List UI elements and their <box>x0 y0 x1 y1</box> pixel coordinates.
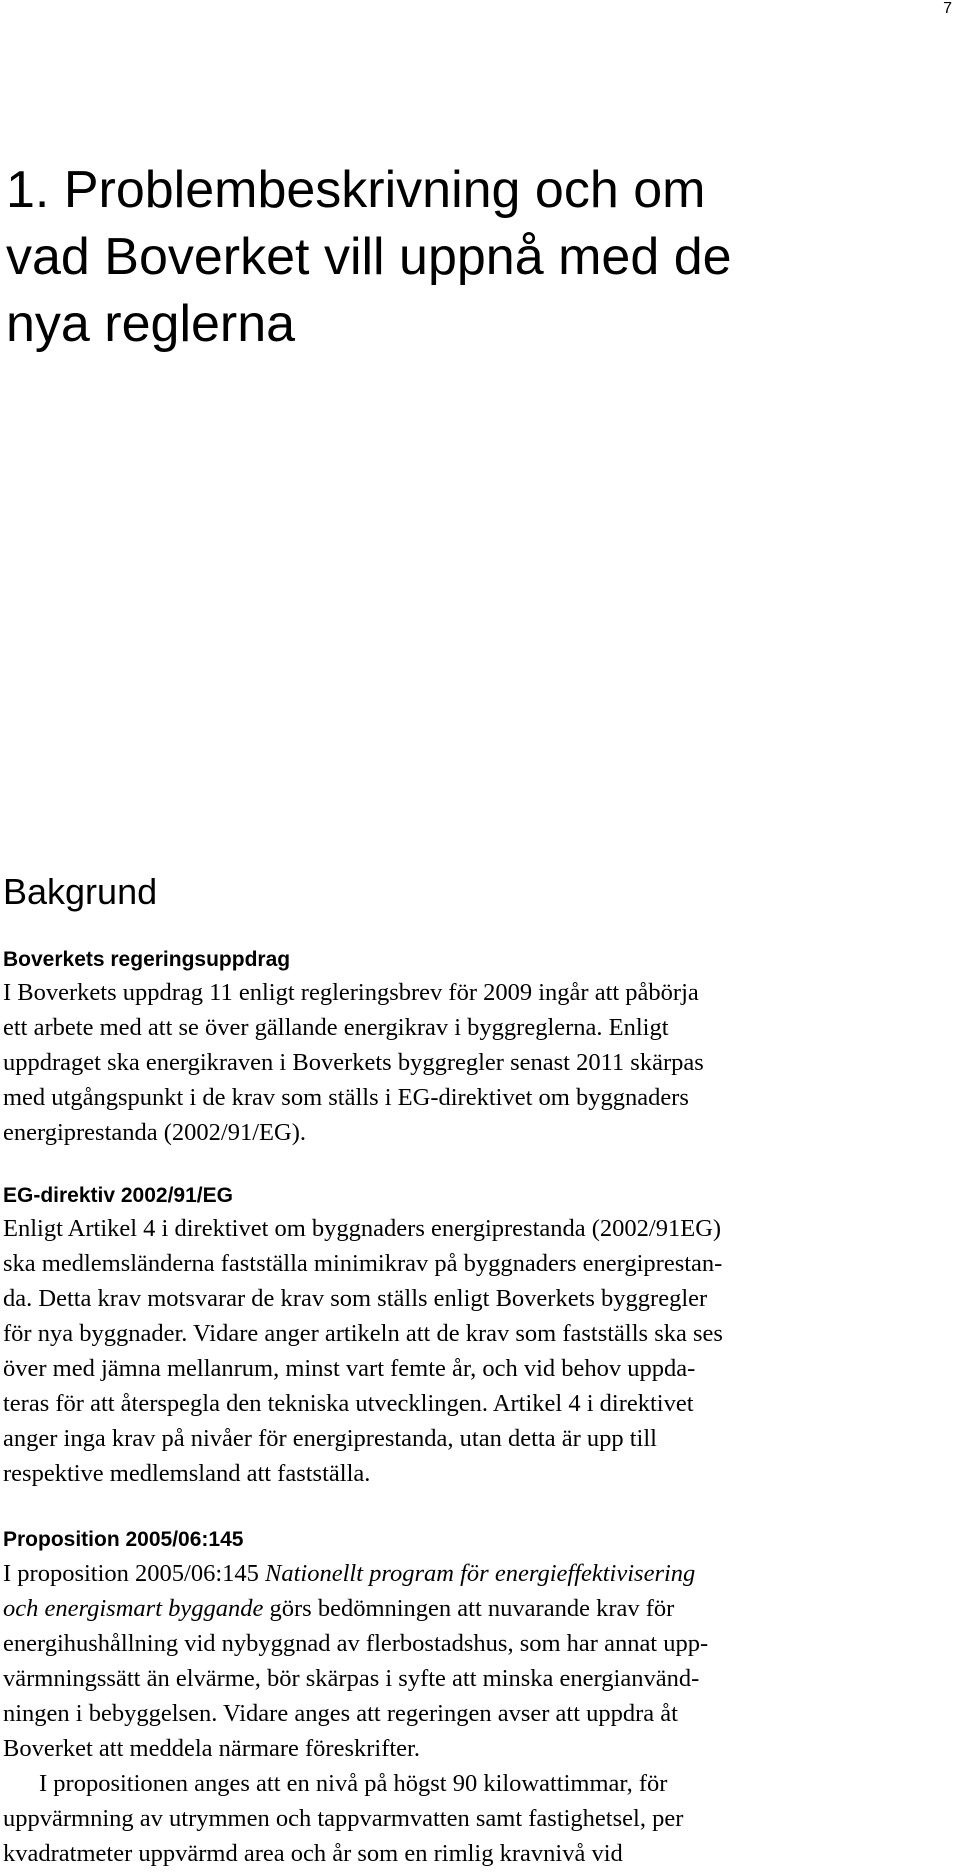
text-line: kvadratmeter uppvärmd area och år som en rimlig kravnivå vid <box>3 1840 623 1867</box>
text-line: ningen i bebyggelsen. Vidare anges att regeringen avser att uppdra åt <box>3 1700 678 1727</box>
text-line: da. Detta krav motsvarar de krav som ställs enligt Boverkets byggregler <box>3 1285 708 1312</box>
text-line: respektive medlemsland att fastställa. <box>3 1460 371 1487</box>
text-line: anger inga krav på nivåer för energiprestanda, utan detta är upp till <box>3 1425 657 1452</box>
paragraph-regeringsuppdrag <box>3 975 953 1150</box>
subheading-eg-direktiv: EG-direktiv 2002/91/EG <box>3 1184 233 1207</box>
text-line: teras för att återspegla den tekniska utvecklingen. Artikel 4 i direktivet <box>3 1390 694 1417</box>
text-line: med utgångspunkt i de krav som ställs i EG-direktivet om byggnaders <box>3 1084 689 1111</box>
paragraph-eg-direktiv <box>3 1211 953 1491</box>
text-line: över med jämna mellanrum, minst vart femte år, och vid behov uppda- <box>3 1355 696 1382</box>
text-line <box>3 1591 953 1626</box>
text-line: uppdraget ska energikraven i Boverkets byggregler senast 2011 skärpas <box>3 1049 704 1076</box>
text-line: ett arbete med att se över gällande energikrav i byggreglerna. Enligt <box>3 1014 669 1041</box>
paragraph-proposition <box>3 1556 953 1871</box>
proposition-title-italic: och energismart byggande <box>3 1595 264 1622</box>
text-line: för nya byggnader. Vidare anger artikeln att de krav som fastställs ska ses <box>3 1320 723 1347</box>
chapter-title-line: nya reglerna <box>6 295 296 353</box>
page-number: 7 <box>943 0 952 17</box>
proposition-title-italic: Nationellt program för energieffektivisering <box>265 1560 696 1587</box>
text-line: I Boverkets uppdrag 11 enligt regleringsbrev för 2009 ingår att påbörja <box>3 979 699 1006</box>
text-line: energihushållning vid nybyggnad av flerbostadshus, som har annat upp- <box>3 1630 709 1657</box>
text-line: uppvärmning av utrymmen och tappvarmvatten samt fastighetsel, per <box>3 1805 684 1832</box>
text-line: värmningssätt än elvärme, bör skärpas i syfte att minska energianvänd- <box>3 1665 700 1692</box>
subheading-proposition: Proposition 2005/06:145 <box>3 1528 244 1551</box>
text-run: I proposition 2005/06:145 <box>3 1560 266 1587</box>
text-line: I propositionen anges att en nivå på högst 90 kilowattimmar, för <box>39 1770 668 1797</box>
text-line: ska medlemsländerna fastställa minimikrav på byggnaders energiprestan- <box>3 1250 723 1277</box>
text-line: Enligt Artikel 4 i direktivet om byggnaders energiprestanda (2002/91EG) <box>3 1215 722 1242</box>
chapter-title <box>6 157 906 358</box>
text-line: Boverket att meddela närmare föreskrifter. <box>3 1735 420 1762</box>
section-title: Bakgrund <box>3 871 158 912</box>
text-line: energiprestanda (2002/91/EG). <box>3 1119 306 1146</box>
text-line <box>3 1556 953 1591</box>
text-run: görs bedömningen att nuvarande krav för <box>263 1595 675 1622</box>
subheading-regeringsuppdrag: Boverkets regeringsuppdrag <box>3 948 291 971</box>
chapter-title-line: 1. Problembeskrivning och om <box>6 161 706 219</box>
chapter-title-line: vad Boverket vill uppnå med de <box>6 228 732 286</box>
